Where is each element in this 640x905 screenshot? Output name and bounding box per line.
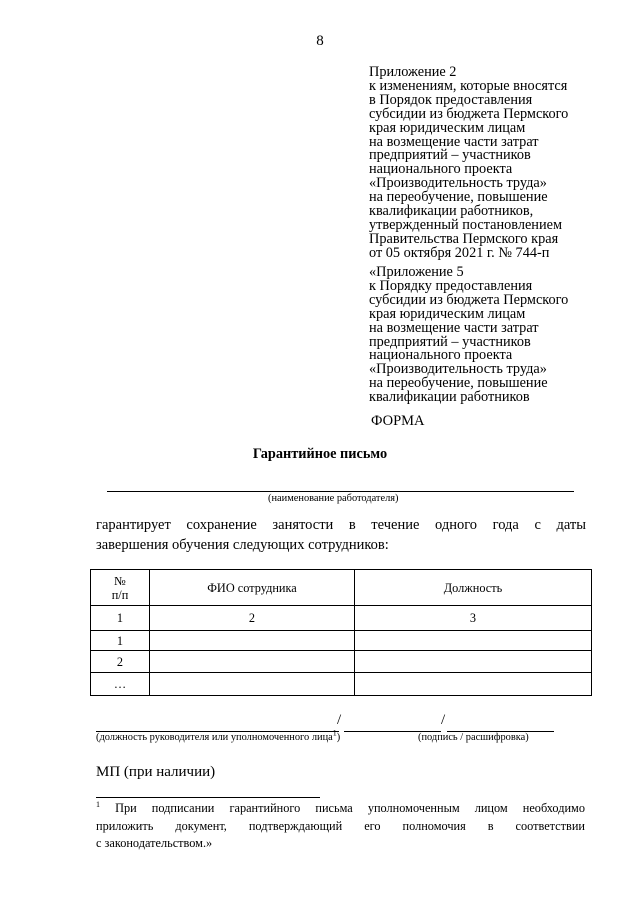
- column-header-number-line: п/п: [111, 587, 129, 602]
- intro-paragraph: [96, 516, 586, 555]
- table-cell-position[interactable]: [355, 631, 592, 651]
- employer-name-line[interactable]: [107, 491, 574, 492]
- table-cell: 1: [91, 606, 150, 631]
- appendix-header-line: «Приложение 5: [369, 264, 464, 280]
- amendment-header-line: «Производительность труда»: [369, 175, 547, 192]
- amendment-header-line: субсидии из бюджета Пермского: [369, 105, 569, 122]
- document-title: Гарантийное письмо: [252, 446, 388, 462]
- employer-caption: (наименование работодателя): [268, 493, 399, 504]
- table-cell-name[interactable]: [150, 651, 355, 673]
- appendix-header-line: «Производительность труда»: [369, 361, 547, 378]
- amendment-header-line: Приложение 2: [369, 64, 457, 80]
- amendment-header-line: национального проекта: [369, 161, 513, 178]
- column-header-position: Должность: [355, 570, 592, 606]
- column-header-number-line: №: [114, 573, 126, 588]
- table-row: [91, 651, 592, 673]
- table-index-row: [91, 606, 592, 631]
- appendix-header-line: края юридическим лицам: [369, 305, 526, 322]
- signature-slash: /: [337, 712, 342, 728]
- table-cell-name[interactable]: [150, 631, 355, 651]
- position-caption-end: ): [336, 732, 341, 743]
- employees-table: [90, 569, 592, 696]
- appendix-header: [369, 266, 629, 405]
- appendix-header-line: предприятий – участников: [369, 333, 531, 350]
- amendment-header-line: в Порядок предоставления: [369, 91, 533, 108]
- table-cell: 2: [150, 606, 355, 631]
- footnote: [96, 800, 585, 853]
- amendment-header-line: квалификации работников,: [369, 203, 534, 220]
- column-header-name: ФИО сотрудника: [150, 570, 355, 606]
- footnote-reference: 1: [332, 728, 337, 738]
- appendix-header-line: субсидии из бюджета Пермского: [369, 291, 569, 308]
- position-caption-text: (должность руководителя или уполномоченного лица: [96, 732, 333, 743]
- table-cell-number: 2: [91, 651, 150, 673]
- appendix-header-line: национального проекта: [369, 347, 513, 364]
- appendix-header-line: квалификации работников: [369, 389, 530, 406]
- column-header-number: [91, 570, 150, 606]
- appendix-header-line: на возмещение части затрат: [369, 319, 539, 336]
- amendment-header-line: Правительства Пермского края: [369, 230, 559, 247]
- table-header-row: [91, 570, 592, 606]
- appendix-header-line: на переобучение, повышение: [369, 375, 548, 392]
- footnote-line: [96, 800, 585, 818]
- table-cell-position[interactable]: [355, 673, 592, 696]
- amendment-header-line: от 05 октября 2021 г. № 744-п: [369, 244, 550, 261]
- footnote-separator: [96, 797, 320, 798]
- stamp-label: МП (при наличии): [96, 764, 216, 780]
- table-cell-name[interactable]: [150, 673, 355, 696]
- table-cell-number: …: [91, 673, 150, 696]
- table-cell-number: 1: [91, 631, 150, 651]
- amendment-header-line: на переобучение, повышение: [369, 189, 548, 206]
- table-row: [91, 673, 592, 696]
- table-cell-position[interactable]: [355, 651, 592, 673]
- amendment-header-line: на возмещение части затрат: [369, 133, 539, 150]
- footnote-mark: 1: [96, 799, 100, 809]
- footnote-line: приложить документ, подтверждающий его полномочия в соответствии: [96, 818, 585, 833]
- footnote-line: с законодательством.»: [96, 836, 213, 850]
- amendment-header: [369, 66, 629, 261]
- appendix-header-line: к Порядку предоставления: [369, 277, 533, 294]
- footnote-text: При подписании гарантийного письма уполномоченным лицом необходимо: [115, 801, 585, 815]
- form-label: ФОРМА: [371, 413, 425, 429]
- amendment-header-line: к изменениям, которые вносятся: [369, 77, 568, 94]
- amendment-header-line: края юридическим лицам: [369, 119, 526, 136]
- signature-slash: /: [441, 712, 446, 728]
- table-cell: 3: [355, 606, 592, 631]
- position-caption: [96, 728, 341, 744]
- table-row: [91, 631, 592, 651]
- page-number: 8: [316, 33, 324, 49]
- signature-caption: (подпись / расшифровка): [418, 732, 529, 743]
- amendment-header-line: утвержденный постановлением: [369, 216, 562, 233]
- intro-line: гарантирует сохранение занятости в течение одного года с даты: [96, 517, 586, 533]
- intro-line: завершения обучения следующих сотрудников:: [96, 536, 389, 553]
- amendment-header-line: предприятий – участников: [369, 147, 531, 164]
